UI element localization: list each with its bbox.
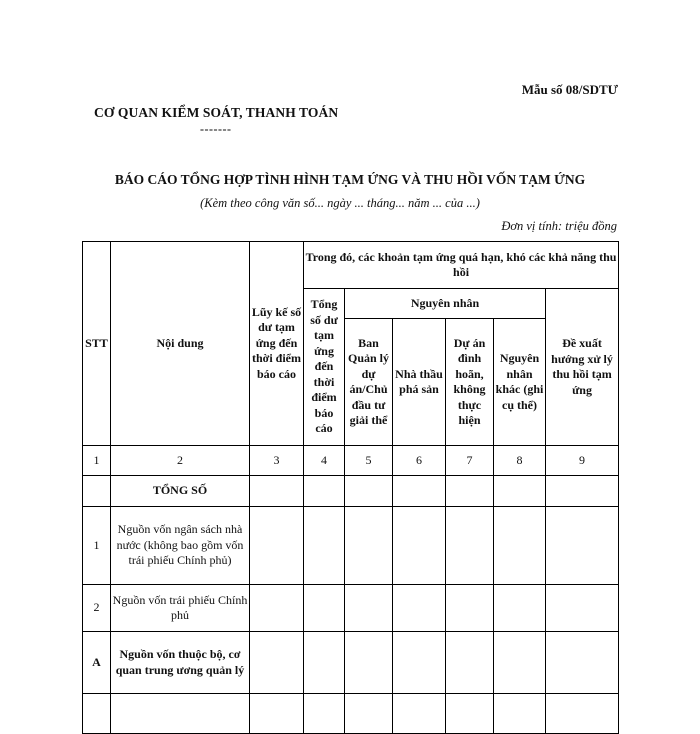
table-row — [83, 585, 619, 632]
column-number: 4 — [304, 446, 345, 476]
cell — [494, 632, 546, 694]
column-number: 6 — [393, 446, 446, 476]
cell — [393, 476, 446, 507]
cell — [345, 632, 393, 694]
cell — [345, 585, 393, 632]
header-overdue-group: Trong đó, các khoản tạm ứng quá hạn, khó các khả năng thu hồi — [304, 242, 619, 289]
cell — [304, 507, 345, 585]
row-content: Nguồn vốn thuộc bộ, cơ quan trung ương quản lý — [111, 632, 250, 694]
cell — [345, 476, 393, 507]
row-stt: 2 — [83, 585, 111, 632]
header-proposal: Đề xuất hướng xử lý thu hồi tạm ứng — [546, 289, 619, 446]
cell — [446, 507, 494, 585]
row-content: TỔNG SỐ — [111, 476, 250, 507]
row-stt: A — [83, 632, 111, 694]
report-title: BÁO CÁO TỔNG HỢP TÌNH HÌNH TẠM ỨNG VÀ THU HỒI VỐN TẠM ỨNG — [114, 172, 586, 187]
cell — [546, 507, 619, 585]
cell — [304, 632, 345, 694]
row-content: Nguồn vốn trái phiếu Chính phủ — [111, 585, 250, 632]
unit-label: Đơn vị tính: triệu đồng — [501, 219, 617, 233]
header-reason-pmu: Ban Quản lý dự án/Chủ đầu tư giải thể — [345, 319, 393, 446]
form-code: Mẫu số 08/SDTƯ — [521, 82, 618, 97]
cell — [546, 632, 619, 694]
table-row — [83, 476, 619, 507]
column-number: 3 — [250, 446, 304, 476]
cell — [304, 476, 345, 507]
table-row — [83, 632, 619, 694]
report-subtitle: (Kèm theo công văn số... ngày ... tháng... năm ... của ...) — [200, 196, 480, 210]
cell — [393, 507, 446, 585]
cell — [494, 585, 546, 632]
header-cumulative: Lũy kế số dư tạm ứng đến thời điểm báo cáo — [250, 242, 304, 446]
column-number: 8 — [494, 446, 546, 476]
cell — [250, 476, 304, 507]
cell — [345, 507, 393, 585]
agency-name: CƠ QUAN KIỂM SOÁT, THANH TOÁN — [94, 105, 339, 120]
cell — [546, 585, 619, 632]
row-stt — [83, 476, 111, 507]
header-content: Nội dung — [111, 242, 250, 446]
cell — [446, 632, 494, 694]
cell — [446, 585, 494, 632]
cell — [250, 632, 304, 694]
column-number-row — [83, 446, 619, 476]
column-number: 2 — [111, 446, 250, 476]
cell — [494, 507, 546, 585]
cell — [494, 476, 546, 507]
column-number: 5 — [345, 446, 393, 476]
header-total-balance: Tổng số dư tạm ứng đến thời điểm báo cáo — [304, 289, 345, 446]
cell — [250, 507, 304, 585]
agency-divider: ------- — [200, 122, 232, 136]
cell — [546, 476, 619, 507]
cell — [446, 476, 494, 507]
header-reason-bankrupt: Nhà thầu phá sản — [393, 319, 446, 446]
cell — [250, 585, 304, 632]
column-number: 9 — [546, 446, 619, 476]
table-row — [83, 507, 619, 585]
cell — [393, 585, 446, 632]
header-reason-suspended: Dự án đình hoãn, không thực hiện — [446, 319, 494, 446]
header-reason-other: Nguyên nhân khác (ghi cụ thể) — [494, 319, 546, 446]
report-table — [82, 241, 619, 734]
header-stt: STT — [83, 242, 111, 446]
row-content: Nguồn vốn ngân sách nhà nước (không bao gồm vốn trái phiếu Chính phủ) — [111, 507, 250, 585]
header-reasons-group: Nguyên nhân — [345, 289, 546, 319]
cell — [304, 585, 345, 632]
cell — [393, 632, 446, 694]
column-number: 1 — [83, 446, 111, 476]
column-number: 7 — [446, 446, 494, 476]
row-stt: 1 — [83, 507, 111, 585]
